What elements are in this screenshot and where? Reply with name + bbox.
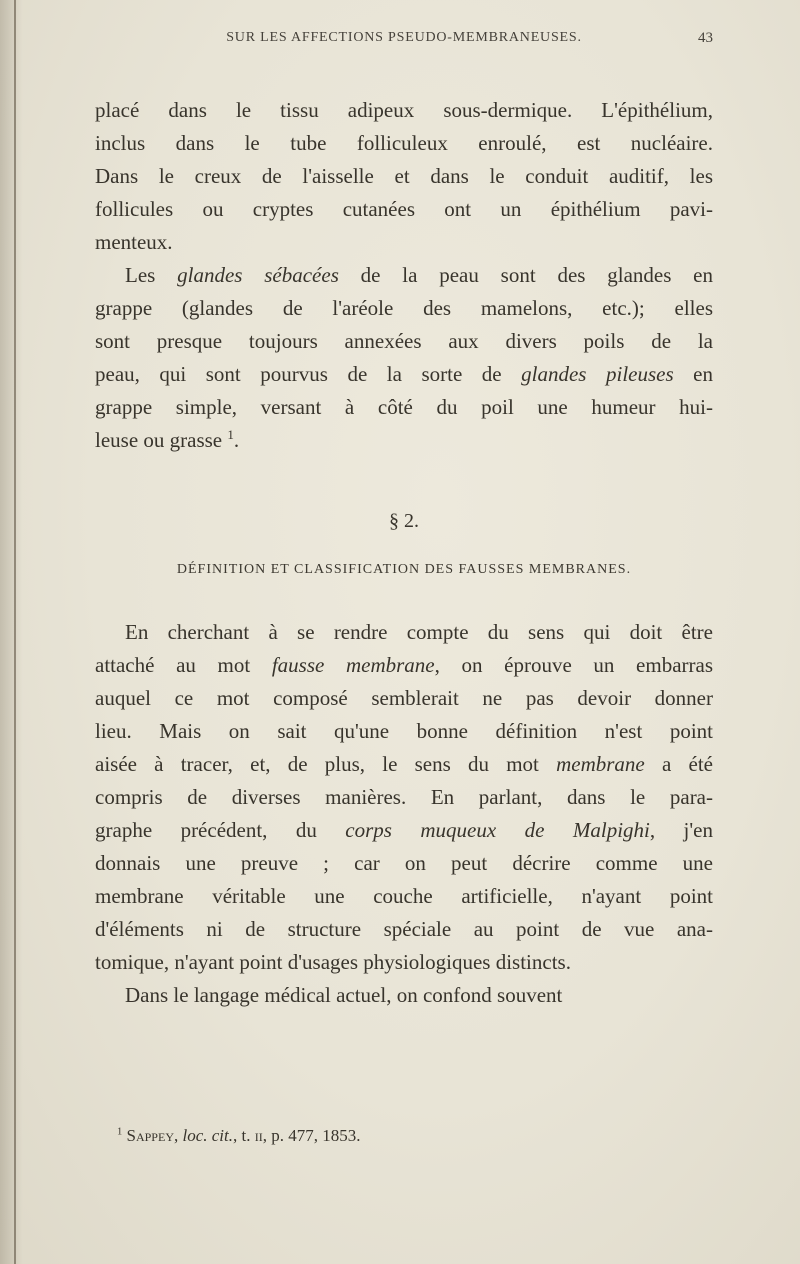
section-heading: DÉFINITION ET CLASSIFICATION DES FAUSSES MEMBRANES. xyxy=(176,562,632,577)
text-line: sont presque toujours annexées aux divers poils de la xyxy=(95,329,713,353)
text-line: d'éléments ni de structure spéciale au point de vue ana- xyxy=(95,917,713,941)
text-line: Dans le creux de l'aisselle et dans le conduit auditif, les xyxy=(95,164,713,188)
text-line: Les glandes sébacées de la peau sont des glandes en xyxy=(125,263,713,287)
text-line: grappe simple, versant à côté du poil une humeur hui- xyxy=(95,395,713,419)
page-number: 43 xyxy=(698,30,713,46)
text-line: follicules ou cryptes cutanées ont un épithélium pavi- xyxy=(95,197,713,221)
text-line: En cherchant à se rendre compte du sens qui doit être xyxy=(125,620,713,644)
text-line: donnais une preuve ; car on peut décrire comme une xyxy=(95,851,713,875)
text-line: aisée à tracer, et, de plus, le sens du mot membrane a été xyxy=(95,752,713,776)
paragraph-2 xyxy=(95,259,713,457)
text-line: tomique, n'ayant point d'usages physiologiques distincts. xyxy=(95,950,571,974)
running-title: SUR LES AFFECTIONS PSEUDO-MEMBRANEUSES. xyxy=(226,30,582,45)
paragraph-4 xyxy=(95,979,713,1012)
text-line: graphe précédent, du corps muqueux de Malpighi, j'en xyxy=(95,818,713,842)
text-line: leuse ou grasse $^1$. xyxy=(95,427,240,452)
text-line: lieu. Mais on sait qu'une bonne définition n'est point xyxy=(95,719,713,743)
page-edge-line xyxy=(14,0,16,1264)
text-line: compris de diverses manières. En parlant, dans le para- xyxy=(95,785,713,809)
paragraph-3 xyxy=(95,616,713,979)
text-line: placé dans le tissu adipeux sous-dermique. L'épithélium, xyxy=(95,98,713,122)
text-line: auquel ce mot composé semblerait ne pas devoir donner xyxy=(95,686,713,710)
page-content xyxy=(95,0,713,1148)
section-mark: § 2. xyxy=(389,510,419,532)
page-header xyxy=(95,30,713,50)
text-line: peau, qui sont pourvus de la sorte de glandes pileuses en xyxy=(95,362,713,386)
text-line: Dans le langage médical actuel, on confond souvent xyxy=(125,983,563,1007)
footnote: $^1$ Sappey, loc. cit., t. ii, p. 477, 1853. xyxy=(117,1126,361,1145)
text-line: menteux. xyxy=(95,230,173,254)
text-line: grappe (glandes de l'aréole des mamelons, etc.); elles xyxy=(95,296,713,320)
text-line: membrane véritable une couche artificielle, n'ayant point xyxy=(95,884,713,908)
text-line: inclus dans le tube folliculeux enroulé, est nucléaire. xyxy=(95,131,713,155)
text-line: attaché au mot fausse membrane, on éprouve un embarras xyxy=(95,653,713,677)
paragraph-1 xyxy=(95,94,713,259)
